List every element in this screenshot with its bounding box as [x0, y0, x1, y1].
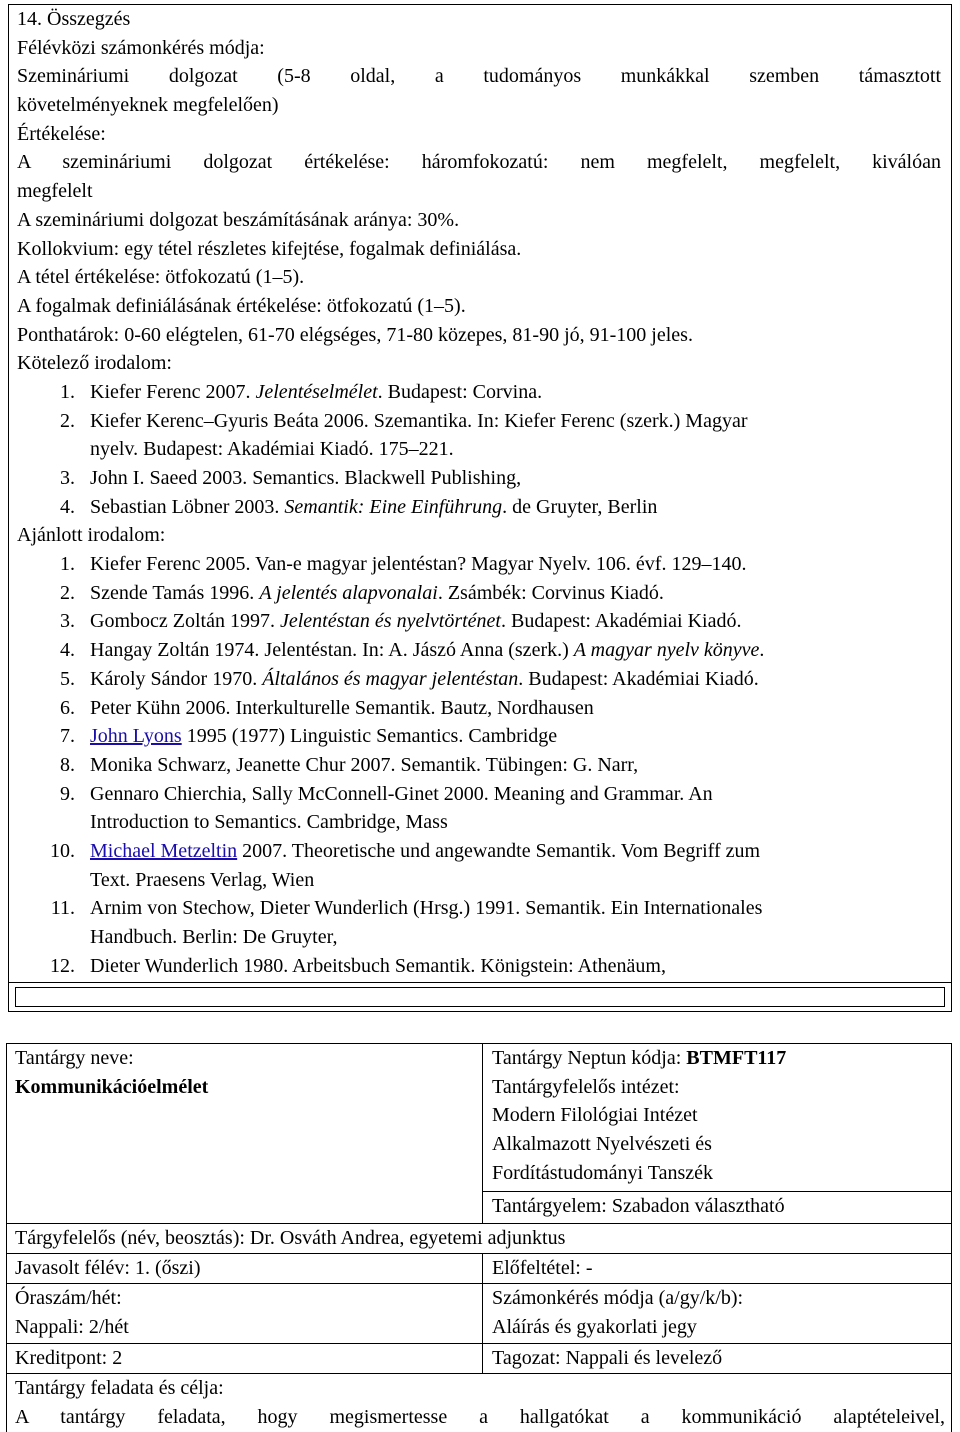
responsible-cell	[6, 1223, 952, 1253]
institute-line: Alkalmazott Nyelvészeti és	[492, 1133, 712, 1156]
hours-label: Óraszám/hét:	[15, 1287, 122, 1309]
course-info-table	[6, 1043, 952, 1432]
list-item	[17, 550, 941, 579]
list-number: 4.	[60, 495, 75, 518]
goals-text: A tantárgy feladata, hogy megismertesse a hallgatókat a kommunikáció alaptételeivel,	[15, 1405, 945, 1428]
neptun-code: BTMFT117	[686, 1047, 787, 1069]
neptun-code-line	[492, 1044, 951, 1073]
recommended-reading-title: Ajánlott irodalom:	[17, 524, 166, 547]
list-number: 5.	[60, 667, 75, 690]
list-item	[17, 780, 941, 809]
ref-title: Jelentéstan és nyelvtörténet	[279, 610, 501, 633]
ref-text: Gombocz Zoltán 1997.	[90, 610, 280, 633]
ref-title: Jelentéselmélet	[255, 380, 378, 403]
ref-text: John I. Saeed 2003. Semantics. Blackwell Publishing,	[90, 467, 522, 489]
ref-title: Általános és magyar jelentéstan	[262, 667, 519, 690]
course-name-cell	[6, 1043, 482, 1223]
ref-text: Monika Schwarz, Jeanette Chur 2007. Semantik. Tübingen: G. Narr,	[90, 753, 639, 776]
course-name: Kommunikációelmélet	[15, 1075, 209, 1098]
list-number: 7.	[60, 725, 75, 748]
list-item	[17, 579, 941, 608]
assessment-cell	[482, 1283, 952, 1343]
text-line: megfelelt	[17, 180, 93, 203]
list-item	[17, 407, 941, 436]
goals-label: Tantárgy feladata és célja:	[15, 1377, 224, 1399]
course-meta-cell	[482, 1043, 952, 1191]
list-number: 12.	[50, 954, 75, 977]
list-number: 2.	[60, 581, 75, 604]
ref-text: Károly Sándor 1970.	[90, 667, 263, 690]
ref-text: Kiefer Kerenc–Gyuris Beáta 2006. Szemantika. In: Kiefer Ferenc (szerk.) Magyar	[90, 409, 748, 432]
text-line: Értékelése:	[17, 122, 106, 145]
list-number: 6.	[60, 696, 75, 719]
ref-text: . Zsámbék: Corvinus Kiadó.	[437, 581, 664, 604]
ref-text: Peter Kühn 2006. Interkulturelle Semantik. Bautz, Nordhausen	[90, 696, 594, 719]
responsible: Tárgyfelelős (név, beosztás): Dr. Osváth Andrea, egyetemi adjunktus	[15, 1227, 566, 1249]
prerequisite: Előfeltétel: -	[492, 1257, 593, 1279]
institute-line: Modern Filológiai Intézet	[492, 1104, 698, 1127]
goals-cell	[6, 1373, 952, 1432]
ref-text: Gennaro Chierchia, Sally McConnell-Ginet 2000. Meaning and Grammar. An	[90, 782, 713, 805]
ref-text: .	[759, 639, 765, 662]
ref-title: A magyar nyelv könyve	[573, 639, 760, 662]
ref-text: Dieter Wunderlich 1980. Arbeitsbuch Semantik. Königstein: Athenäum,	[90, 954, 666, 977]
empty-row	[8, 983, 952, 1012]
course-name-label: Tantárgy neve:	[15, 1047, 134, 1069]
ref-text: Arnim von Stechow, Dieter Wunderlich (Hrsg.) 1991. Semantik. Ein Internationales	[90, 897, 763, 920]
course-element: Tantárgyelem: Szabadon választható	[492, 1195, 785, 1217]
text-line: A szemináriumi dolgozat beszámításának aránya: 30%.	[17, 208, 460, 231]
semester: Javasolt félév: 1. (őszi)	[15, 1257, 201, 1279]
list-number: 9.	[60, 782, 75, 805]
section-heading: 14. Összegzés	[17, 8, 131, 30]
ref-text: 1995 (1977) Linguistic Semantics. Cambridge	[181, 725, 558, 748]
program-cell	[482, 1343, 952, 1373]
ref-text: . Budapest: Corvina.	[377, 380, 543, 403]
program: Tagozat: Nappali és levelező	[492, 1347, 723, 1369]
ref-continuation: Introduction to Semantics. Cambridge, Mass	[90, 811, 448, 834]
text-line: Kollokvium: egy tétel részletes kifejtése, fogalmak definiálása.	[17, 237, 522, 260]
semester-cell	[6, 1253, 482, 1283]
list-number: 2.	[60, 409, 75, 432]
course-element-cell	[482, 1191, 952, 1223]
ref-text: 2007. Theoretische und angewandte Semantik. Vom Begriff zum	[237, 839, 761, 862]
list-item	[17, 464, 941, 493]
list-number: 8.	[60, 753, 75, 776]
text-line: Ponthatárok: 0-60 elégtelen, 61-70 elégséges, 71-80 közepes, 81-90 jó, 91-100 jeles.	[17, 323, 693, 346]
text-line: követelményeknek megfelelően)	[17, 94, 279, 117]
ref-text: Kiefer Ferenc 2005. Van-e magyar jelentéstan? Magyar Nyelv. 106. évf. 129–140.	[90, 553, 747, 576]
text-line: A fogalmak definiálásának értékelése: ötfokozatú (1–5).	[17, 294, 466, 317]
list-item	[17, 493, 941, 522]
ref-text: Kiefer Ferenc 2007.	[90, 380, 256, 403]
list-number: 4.	[60, 639, 75, 662]
hours: Nappali: 2/hét	[15, 1315, 129, 1338]
required-reading-title: Kötelező irodalom:	[17, 352, 172, 375]
assessment-label: Számonkérés módja (a/gy/k/b):	[492, 1287, 744, 1309]
list-item	[17, 378, 941, 407]
text-line: Félévközi számonkérés módja:	[17, 36, 265, 59]
list-item	[17, 751, 941, 780]
list-number: 10.	[50, 839, 75, 862]
assessment: Aláírás és gyakorlati jegy	[492, 1315, 697, 1338]
hours-cell	[6, 1283, 482, 1343]
ref-title: A jelentés alapvonalai	[259, 581, 438, 604]
list-item	[17, 722, 941, 751]
prerequisite-cell	[482, 1253, 952, 1283]
ref-continuation: Handbuch. Berlin: De Gruyter,	[90, 926, 338, 948]
list-item	[17, 636, 941, 665]
author-link[interactable]: Michael Metzeltin	[90, 839, 238, 862]
credits: Kreditpont: 2	[15, 1347, 123, 1369]
list-item	[17, 665, 941, 694]
list-item	[17, 894, 941, 923]
list-number: 11.	[50, 897, 75, 920]
list-number: 1.	[60, 380, 75, 403]
empty-cell	[15, 987, 945, 1007]
neptun-label: Tantárgy Neptun kódja:	[492, 1047, 687, 1069]
credits-cell	[6, 1343, 482, 1373]
ref-text: . Budapest: Akadémiai Kiadó.	[518, 667, 759, 690]
ref-text: Sebastian Löbner 2003.	[90, 495, 285, 518]
institute-label: Tantárgyfelelős intézet:	[492, 1075, 680, 1098]
ref-continuation: nyelv. Budapest: Akadémiai Kiadó. 175–221.	[90, 438, 454, 461]
ref-text: Szende Tamás 1996.	[90, 581, 260, 604]
list-item	[17, 837, 941, 866]
ref-text: . de Gruyter, Berlin	[502, 495, 658, 518]
list-number: 1.	[60, 553, 75, 576]
text-line: A tétel értékelése: ötfokozatú (1–5).	[17, 266, 305, 289]
institute-line: Fordítástudományi Tanszék	[492, 1161, 713, 1184]
list-item	[17, 694, 941, 723]
list-number: 3.	[60, 610, 75, 633]
ref-title: Semantik: Eine Einführung	[284, 495, 503, 518]
text-line: Szemináriumi dolgozat (5-8 oldal, a tudományos munkákkal szemben támasztott	[17, 65, 941, 88]
list-item	[17, 952, 941, 981]
author-link[interactable]: John Lyons	[90, 725, 182, 748]
text-line: A szemináriumi dolgozat értékelése: háromfokozatú: nem megfelelt, megfelelt, kiválóan	[17, 151, 941, 174]
list-item	[17, 607, 941, 636]
ref-text: . Budapest: Akadémiai Kiadó.	[500, 610, 742, 633]
list-number: 3.	[60, 467, 75, 489]
summary-section	[8, 4, 952, 983]
ref-text: Hangay Zoltán 1974. Jelentéstan. In: A. Jászó Anna (szerk.)	[90, 639, 574, 662]
ref-continuation: Text. Praesens Verlag, Wien	[90, 868, 315, 891]
